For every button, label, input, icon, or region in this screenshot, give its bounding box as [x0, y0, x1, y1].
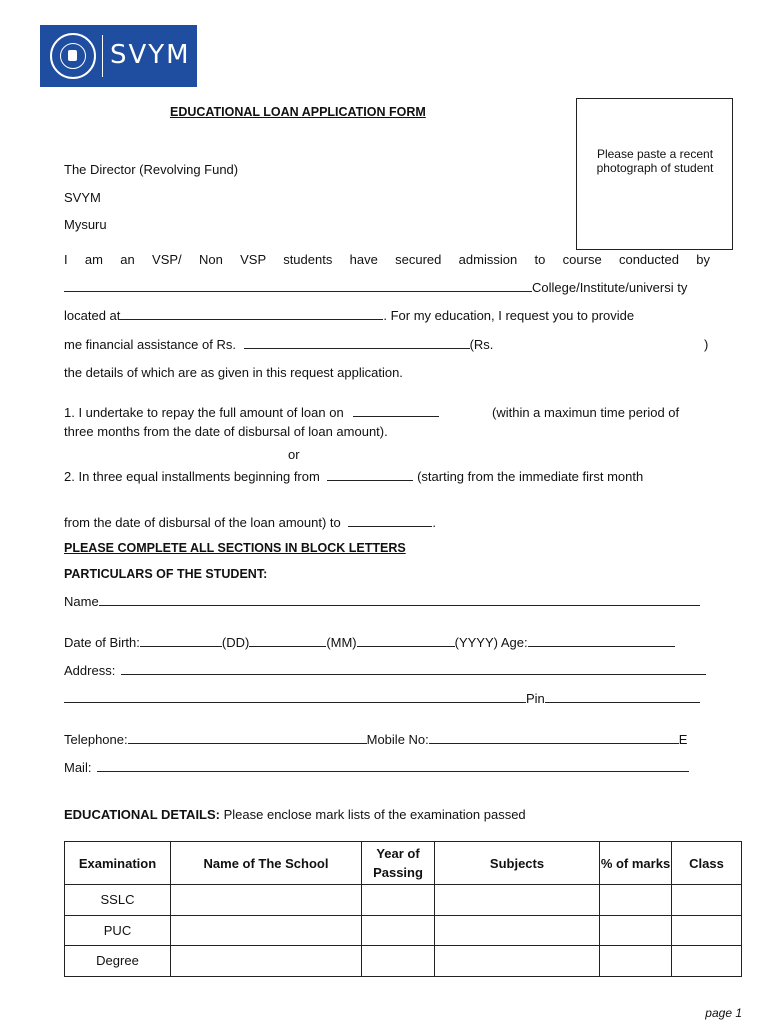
address-line2-field: Pin [64, 691, 700, 706]
option-1-line-1: 1. I undertake to repay the full amount of loan on [64, 405, 439, 420]
table-header-row [65, 842, 742, 885]
education-table [64, 841, 742, 977]
amount-figures-blank[interactable] [244, 337, 470, 349]
installment-end-blank[interactable] [348, 515, 432, 527]
subjects-cell[interactable] [435, 946, 600, 977]
address-field: Address: [64, 663, 706, 678]
request-line-3: located at . For my education, I request you to provide [64, 308, 635, 323]
column-header: Subjects [435, 842, 600, 885]
seal-emblem-icon [50, 33, 96, 79]
logo-divider [102, 35, 103, 77]
column-header: % of marks [600, 842, 672, 885]
subjects-cell[interactable] [435, 915, 600, 946]
address-blank-2[interactable] [64, 691, 526, 703]
education-heading: EDUCATIONAL DETAILS: Please enclose mark lists of the examination passed [64, 807, 526, 822]
address-blank-1[interactable] [121, 663, 706, 675]
year-cell[interactable] [362, 915, 435, 946]
option-2-line-2: from the date of disbursal of the loan amount) to . [64, 515, 437, 530]
exam-cell: Degree [65, 946, 171, 977]
option-1-line-1b: (within a maximun time period of [492, 405, 680, 420]
table-row [65, 915, 742, 946]
request-line-2: College/Institute/universi ty [64, 280, 687, 295]
email-blank[interactable] [97, 760, 689, 772]
installment-start-blank[interactable] [327, 469, 413, 481]
mobile-blank[interactable] [429, 732, 679, 744]
age-blank[interactable] [528, 635, 675, 647]
name-blank[interactable] [99, 594, 700, 606]
dob-month-blank[interactable] [249, 635, 326, 647]
svym-logo [40, 25, 197, 87]
school-cell[interactable] [171, 915, 362, 946]
request-line-1: I am an VSP/ Non VSP students have secured admission to course conducted by [64, 252, 710, 267]
form-title: EDUCATIONAL LOAN APPLICATION FORM [170, 105, 426, 119]
photo-box[interactable] [576, 98, 733, 250]
dob-year-blank[interactable] [357, 635, 455, 647]
column-header: Year of Passing [362, 842, 435, 885]
column-header: Name of The School [171, 842, 362, 885]
year-cell[interactable] [362, 946, 435, 977]
name-field: Name [64, 594, 700, 609]
table-row [65, 885, 742, 916]
year-cell[interactable] [362, 885, 435, 916]
course-blank[interactable] [64, 280, 532, 292]
marks-cell[interactable] [600, 915, 672, 946]
amount-words-close: ) [704, 337, 709, 352]
school-cell[interactable] [171, 885, 362, 916]
address-line-1: The Director (Revolving Fund) [64, 162, 239, 177]
particulars-heading: PARTICULARS OF THE STUDENT: [64, 567, 268, 581]
address-line-2: SVYM [64, 190, 101, 205]
telephone-field: Telephone: Mobile No: E [64, 732, 688, 747]
request-line-5: the details of which are as given in this request application. [64, 365, 403, 380]
page-number: page 1 [705, 1006, 742, 1020]
telephone-blank[interactable] [128, 732, 367, 744]
email-field: Mail: [64, 760, 689, 775]
dob-day-blank[interactable] [140, 635, 222, 647]
option-1-line-2: three months from the date of disbursal of loan amount). [64, 424, 388, 439]
pin-blank[interactable] [545, 691, 700, 703]
location-blank[interactable] [120, 308, 383, 320]
logo-text: SVYM [110, 40, 191, 70]
column-header: Class [672, 842, 742, 885]
table-row [65, 946, 742, 977]
class-cell[interactable] [672, 946, 742, 977]
class-cell[interactable] [672, 885, 742, 916]
exam-cell: PUC [65, 915, 171, 946]
school-cell[interactable] [171, 946, 362, 977]
marks-cell[interactable] [600, 946, 672, 977]
address-line-3: Mysuru [64, 217, 107, 232]
photo-box-label: Please paste a recent photograph of student [596, 147, 714, 175]
marks-cell[interactable] [600, 885, 672, 916]
class-cell[interactable] [672, 915, 742, 946]
exam-cell: SSLC [65, 885, 171, 916]
block-letters-heading: PLEASE COMPLETE ALL SECTIONS IN BLOCK LETTERS [64, 541, 406, 555]
dob-field: Date of Birth: (DD) (MM) (YYYY) Age: [64, 635, 675, 650]
or-label: or [288, 447, 300, 462]
option-2-line-1: 2. In three equal installments beginning from (starting from the immediate first month [64, 469, 644, 484]
subjects-cell[interactable] [435, 885, 600, 916]
request-line-4: me financial assistance of Rs. (Rs. [64, 337, 494, 352]
repay-date-blank[interactable] [353, 405, 439, 417]
column-header: Examination [65, 842, 171, 885]
